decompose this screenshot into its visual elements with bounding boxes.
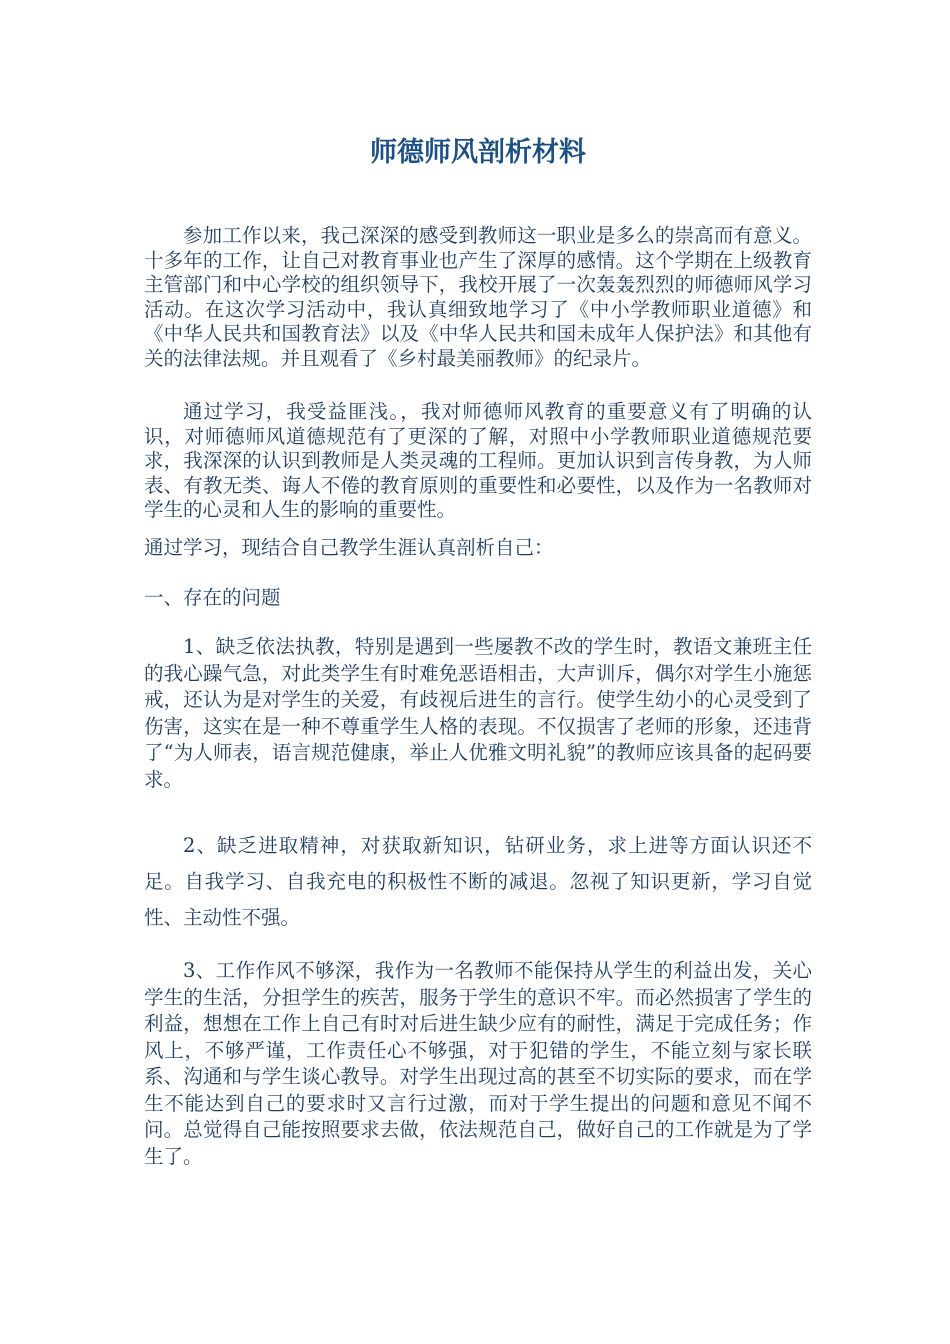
document-title: 师德师风剖析材料 bbox=[370, 137, 586, 168]
paragraph-self-analysis: 通过学习，现结合自己教学生涯认真剖析自己： bbox=[144, 536, 554, 559]
section-heading-problems: 一、存在的问题 bbox=[144, 586, 281, 609]
paragraph-problem-3: 3、工作作风不够深，我作为一名教师不能保持从学生的利益出发，关心学生的生活，分担学生的疾苦，服务于学生的意识不牢。而必然损害了学生的利益，想想在工作上自己有时对后进生缺少应有的耐性，满足于完成任务；作风上，不够严谨，工作责任心不够强，对于犯错的学生，不能立刻与家长联系、沟通和与学生谈心教导。对学生出现过高的甚至不切实际的要求，而在学生不能达到自己的要求时又言行过激，而对于学生提出的问题和意见不闻不问。总觉得自己能按照要求去做，依法规范自己，做好自己的工作就是为了学生了。 bbox=[144, 959, 812, 1168]
paragraph-problem-2: 2、缺乏进取精神，对获取新知识，钻研业务，求上进等方面认识还不足。自我学习、自我充电的积极性不断的减退。忽视了知识更新，学习自觉性、主动性不强。 bbox=[144, 834, 812, 929]
paragraph-study-gains: 通过学习，我受益匪浅。，我对师德师风教育的重要意义有了明确的认识，对师德师风道德规范有了更深的了解，对照中小学教师职业道德规范要求，我深深的认识到教师是人类灵魂的工程师。更加认识到言传身教，为人师表、有教无类、诲人不倦的教育原则的重要性和必要性，以及作为一名教师对学生的心灵和人生的影响的重要性。 bbox=[144, 400, 812, 521]
paragraph-intro: 参加工作以来，我己深深的感受到教师这一职业是多么的崇高而有意义。十多年的工作，让自己对教育事业也产生了深厚的感情。这个学期在上级教育主管部门和中心学校的组织领导下，我校开展了一次轰轰烈烈的师德师风学习活动。在这次学习活动中，我认真细致地学习了《中小学教师职业道德》和《中华人民共和国教育法》以及《中华人民共和国未成年人保护法》和其他有关的法律法规。并且观看了《乡村最美丽教师》的纪录片。 bbox=[144, 224, 812, 370]
paragraph-problem-1: 1、缺乏依法执教，特别是遇到一些屡教不改的学生时，教语文兼班主任的我心躁气急，对此类学生有时难免恶语相击，大声训斥，偶尔对学生小施惩戒，还认为是对学生的关爱，有歧视后进生的言行。使学生幼小的心灵受到了伤害，这实在是一种不尊重学生人格的表现。不仅损害了老师的形象，还违背了“为人师表，语言规范健康，举止人优雅文明礼貌”的教师应该具备的起码要求。 bbox=[144, 635, 812, 791]
